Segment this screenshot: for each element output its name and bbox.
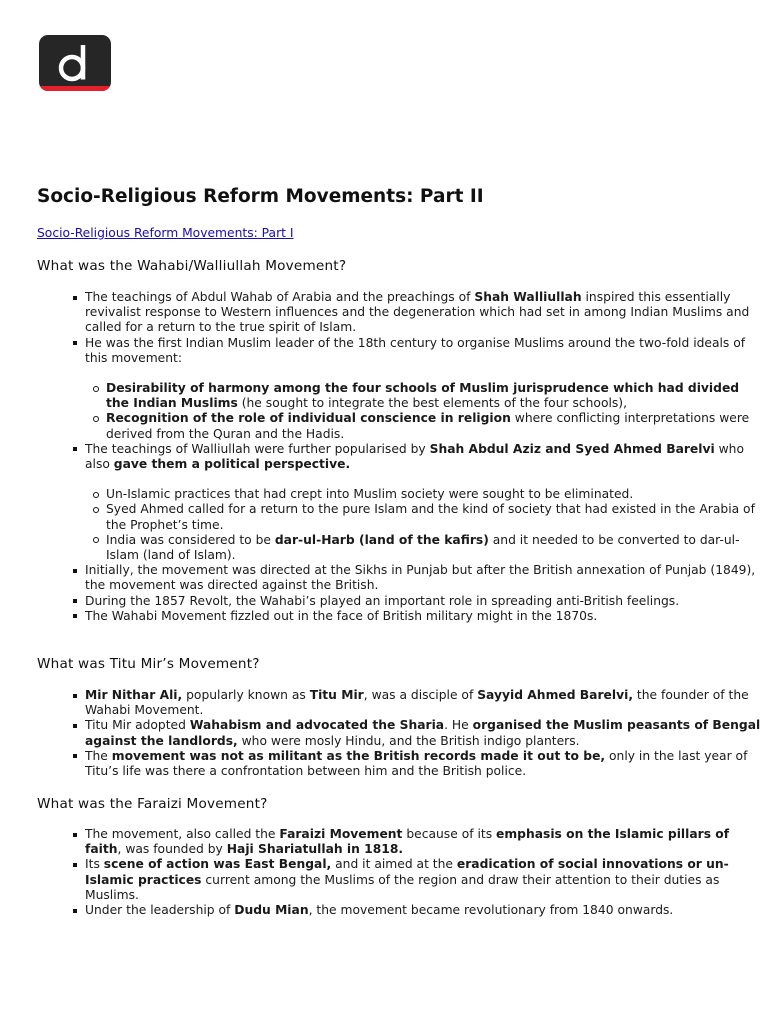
document-logo-icon[interactable] <box>39 35 111 91</box>
list-item: Titu Mir adopted Wahabism and advocated the Sharia. He organised the Muslim peasants of Bengal against the landlords, who were mosly Hindu, and the British indigo planters. <box>85 718 765 748</box>
wahabi-list <box>56 290 765 624</box>
list-item: Mir Nithar Ali, popularly known as Titu Mir, was a disciple of Sayyid Ahmed Barelvi, the founder of the Wahabi Movement. <box>85 688 765 718</box>
list-item: The Wahabi Movement fizzled out in the face of British military might in the 1870s. <box>85 609 765 624</box>
list-item: During the 1857 Revolt, the Wahabi’s played an important role in spreading anti-British feelings. <box>85 594 765 609</box>
page-title: Socio-Religious Reform Movements: Part II <box>37 186 484 207</box>
sub-list-item: Desirability of harmony among the four schools of Muslim jurisprudence which had divided the Indian Muslims (he sought to integrate the best elements of the four schools), <box>106 381 765 411</box>
list-item: Initially, the movement was directed at the Sikhs in Punjab but after the British annexation of Punjab (1849), the movement was directed against the British. <box>85 563 765 593</box>
list-item: Under the leadership of Dudu Mian, the movement became revolutionary from 1840 onwards. <box>85 903 765 918</box>
logo-accent-bar <box>39 86 111 91</box>
list-item: The movement, also called the Faraizi Movement because of its emphasis on the Islamic pillars of faith, was founded by Haji Shariatullah in 1818. <box>85 827 765 857</box>
sub-list-item: Un-Islamic practices that had crept into Muslim society were sought to be eliminated. <box>106 487 765 502</box>
list-item: The teachings of Walliullah were further popularised by Shah Abdul Aziz and Syed Ahmed Barelvi who also gave them a political perspective. Un-Islamic practices that had crept into Muslim society were sought to be eliminated. Syed Ahmed called for a return to the pure Islam and the kind of society that had existed in the Arabia of the Prophet’s time. India was considered to be dar-ul-Harb (land of the kafirs) and it needed to be converted to dar-ul-Islam (land of Islam). <box>85 442 765 563</box>
list-item: Its scene of action was East Bengal, and it aimed at the eradication of social innovations or un-Islamic practices current among the Muslims of the region and draw their attention to their duties as Muslims. <box>85 857 765 903</box>
sub-list <box>85 381 765 442</box>
letter-d-glyph <box>39 35 111 91</box>
titu-mir-list <box>56 688 765 779</box>
section-heading-titu-mir: What was Titu Mir’s Movement? <box>37 656 260 672</box>
sub-list-item: Recognition of the role of individual conscience in religion where conflicting interpretations were derived from the Quran and the Hadis. <box>106 411 765 441</box>
list-item: The teachings of Abdul Wahab of Arabia and the preachings of Shah Walliullah inspired this essentially revivalist response to Western influences and the degeneration which had set in among Indian Muslims and called for a return to the true spirit of Islam. <box>85 290 765 336</box>
list-item: He was the first Indian Muslim leader of the 18th century to organise Muslims around the two-fold ideals of this movement: Desirability of harmony among the four schools of Muslim jurisprudence which had divided the Indian Muslims (he sought to integrate the best elements of the four schools), Recognition of the role of individual conscience in religion where conflicting interpretations were derived from the Quran and the Hadis. <box>85 336 765 442</box>
section-heading-wahabi: What was the Wahabi/Walliullah Movement? <box>37 258 347 274</box>
sub-list-item: India was considered to be dar-ul-Harb (land of the kafirs) and it needed to be converted to dar-ul-Islam (land of Islam). <box>106 533 765 563</box>
sub-list-item: Syed Ahmed called for a return to the pure Islam and the kind of society that had existed in the Arabia of the Prophet’s time. <box>106 502 765 532</box>
sub-list <box>85 487 765 563</box>
part-one-link[interactable]: Socio-Religious Reform Movements: Part I <box>37 226 294 240</box>
faraizi-list <box>56 827 765 918</box>
section-heading-faraizi: What was the Faraizi Movement? <box>37 796 268 812</box>
list-item: The movement was not as militant as the British records made it out to be, only in the last year of Titu’s life was there a confrontation between him and the British police. <box>85 749 765 779</box>
